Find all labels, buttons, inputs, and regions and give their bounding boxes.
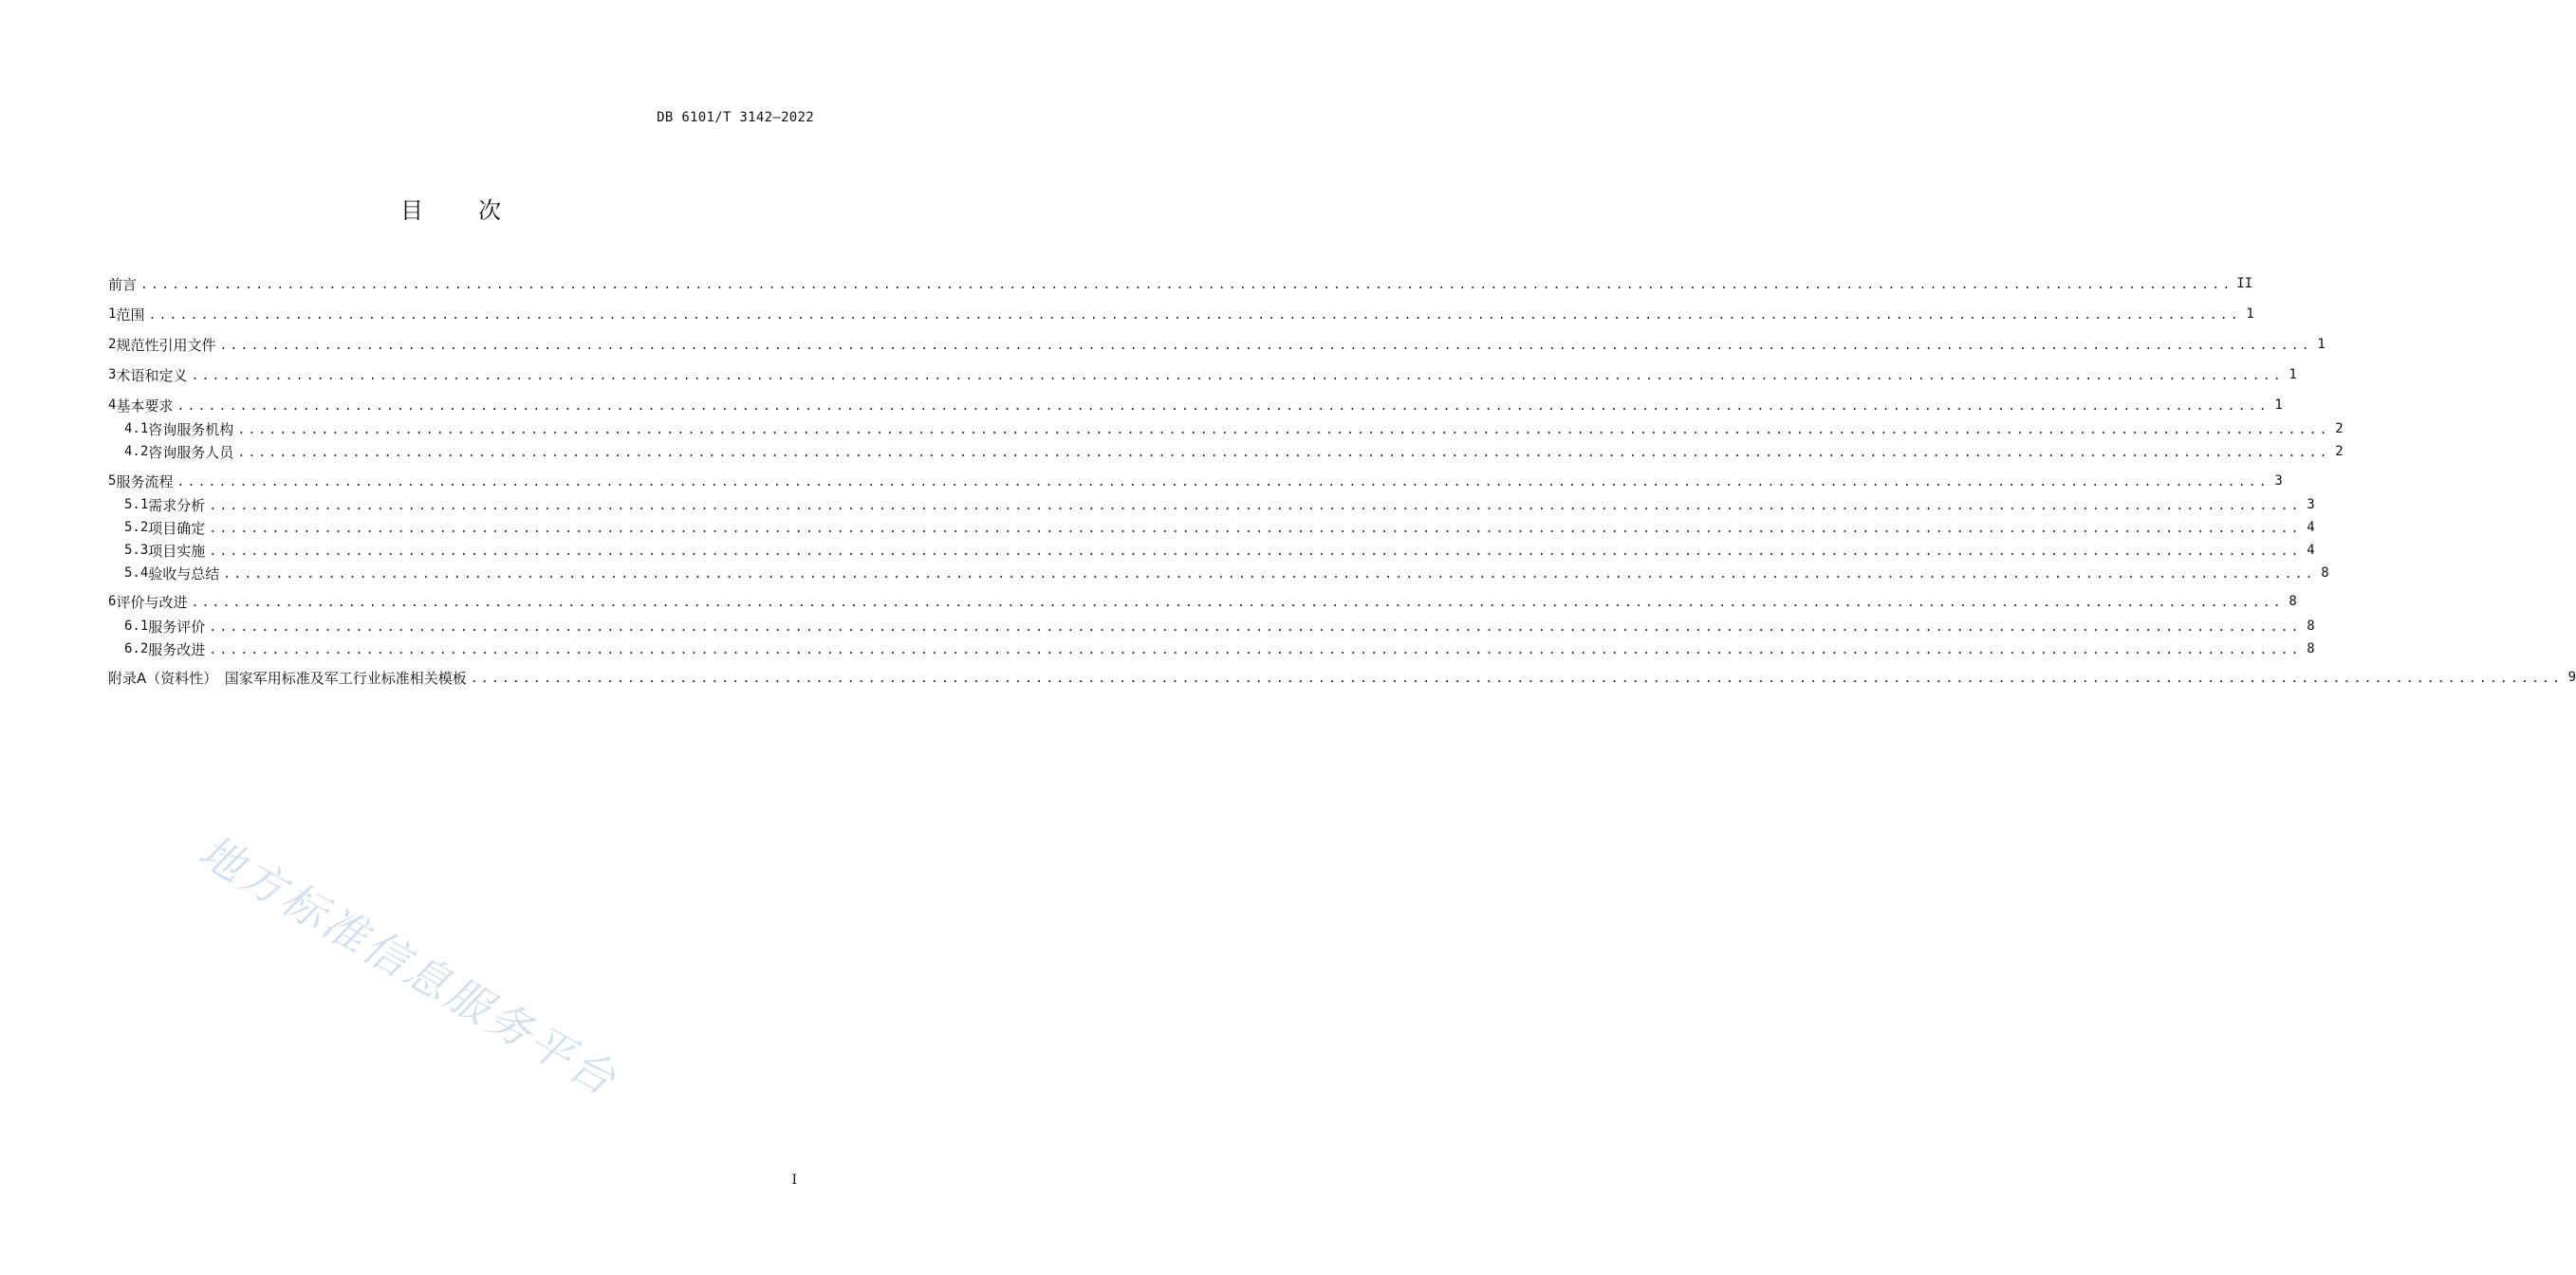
toc-entry-label: 前言 (108, 275, 138, 293)
toc-entry-4-2[interactable] (108, 441, 2344, 462)
page-number: I (791, 1173, 797, 1188)
toc-entry-label: 咨询服务机构 (148, 420, 234, 438)
toc-leader-dots: ........................................................................................................................................................................................................ (209, 521, 2302, 536)
toc-leader-dots: ........................................................................................................................................................................................................ (209, 619, 2302, 635)
toc-entry-number: 4 (108, 397, 117, 413)
toc-entry-page: 9 (2567, 670, 2576, 685)
toc-entry-page: 2 (2335, 421, 2344, 436)
toc-entry-5-2[interactable] (108, 517, 2315, 538)
toc-entry-label: 项目实施 (148, 542, 206, 560)
toc-entry-label: 基本要求 (116, 397, 174, 415)
toc-leader-dots: ........................................................................................................................................................................................................ (237, 445, 2330, 460)
standard-code: DB 6101/T 3142—2022 (657, 110, 814, 125)
toc-entry-label: 验收与总结 (148, 564, 220, 582)
toc-entry-number: 4.2 (124, 444, 149, 459)
toc-entry-page: 1 (2246, 306, 2254, 322)
toc-entry-4-1[interactable] (108, 418, 2344, 439)
toc-entry-label: 术语和定义 (116, 366, 188, 384)
toc-leader-dots: ........................................................................................................................................................................................................ (176, 398, 2270, 414)
toc-entry-page: 3 (2274, 473, 2283, 489)
toc-entry-foreword[interactable] (108, 273, 2253, 294)
toc-entry-page: 2 (2335, 444, 2344, 459)
toc-leader-dots: ........................................................................................................................................................................................................ (237, 422, 2330, 437)
toc-leader-dots: ........................................................................................................................................................................................................ (470, 671, 2564, 686)
toc-entry-number: 1 (108, 306, 117, 322)
toc-entry-annex-a[interactable] (108, 667, 2576, 688)
watermark: 地方标准信息服务平台 (190, 824, 627, 1107)
toc-entry-label: 范围 (116, 305, 145, 323)
toc-entry-label: 附录A（资料性） 国家军用标准及军工行业标准相关模板 (108, 669, 467, 687)
toc-entry-label: 咨询服务人员 (148, 443, 234, 461)
toc-entry-3[interactable] (108, 364, 2297, 385)
toc-entry-1[interactable] (108, 304, 2254, 324)
toc-entry-number: 5.2 (124, 520, 149, 535)
page-title: 目次 (400, 197, 556, 224)
toc-leader-dots: ........................................................................................................................................................................................................ (209, 544, 2302, 559)
toc-entry-6[interactable] (108, 591, 2297, 612)
toc-entry-label: 服务流程 (116, 472, 174, 490)
toc-leader-dots: ........................................................................................................................................................................................................ (176, 474, 2270, 490)
toc-entry-label: 项目确定 (148, 519, 206, 537)
toc-entry-5-4[interactable] (108, 563, 2329, 583)
toc-entry-number: 2 (108, 337, 117, 352)
toc-entry-page: 8 (2321, 565, 2329, 581)
toc-entry-5[interactable] (108, 471, 2283, 491)
toc-leader-dots: ........................................................................................................................................................................................................ (209, 498, 2302, 513)
toc-entry-label: 需求分析 (148, 496, 206, 514)
toc-leader-dots: ........................................................................................................................................................................................................ (209, 642, 2302, 657)
toc-leader-dots: ........................................................................................................................................................................................................ (140, 277, 2233, 292)
toc-entry-number: 4.1 (124, 421, 149, 436)
toc-entry-6-1[interactable] (108, 616, 2315, 637)
toc-entry-page: 8 (2289, 594, 2297, 609)
toc-entry-5-3[interactable] (108, 540, 2315, 561)
toc-entry-number: 6.1 (124, 619, 149, 634)
toc-leader-dots: ........................................................................................................................................................................................................ (223, 566, 2316, 582)
toc-entry-label: 规范性引用文件 (116, 336, 216, 354)
toc-entry-2[interactable] (108, 334, 2326, 355)
toc-leader-dots: ........................................................................................................................................................................................................ (219, 338, 2312, 353)
toc-entry-5-1[interactable] (108, 494, 2315, 515)
toc-entry-4[interactable] (108, 395, 2283, 416)
toc-entry-page: 4 (2307, 520, 2315, 535)
toc-entry-number: 5 (108, 473, 117, 489)
toc-leader-dots: ........................................................................................................................................................................................................ (148, 307, 2241, 323)
toc-entry-page: II (2236, 276, 2253, 291)
toc-leader-dots: ........................................................................................................................................................................................................ (191, 595, 2284, 610)
toc-entry-page: 3 (2307, 497, 2315, 512)
toc-entry-page: 1 (2274, 397, 2283, 413)
toc-entry-page: 4 (2307, 543, 2315, 558)
toc-entry-label: 评价与改进 (116, 593, 188, 611)
toc-entry-number: 3 (108, 367, 117, 382)
toc-entry-label: 服务改进 (148, 640, 206, 658)
toc-entry-page: 8 (2307, 641, 2315, 656)
toc-leader-dots: ........................................................................................................................................................................................................ (191, 368, 2284, 383)
toc-entry-page: 8 (2307, 619, 2315, 634)
toc-entry-number: 5.1 (124, 497, 149, 512)
toc-entry-number: 6.2 (124, 641, 149, 656)
toc-entry-page: 1 (2317, 337, 2326, 352)
toc-entry-6-2[interactable] (108, 638, 2315, 659)
toc-entry-page: 1 (2289, 367, 2297, 382)
toc-entry-number: 5.3 (124, 543, 149, 558)
toc-entry-number: 6 (108, 594, 117, 609)
toc-entry-label: 服务评价 (148, 618, 206, 636)
toc-entry-number: 5.4 (124, 565, 149, 581)
